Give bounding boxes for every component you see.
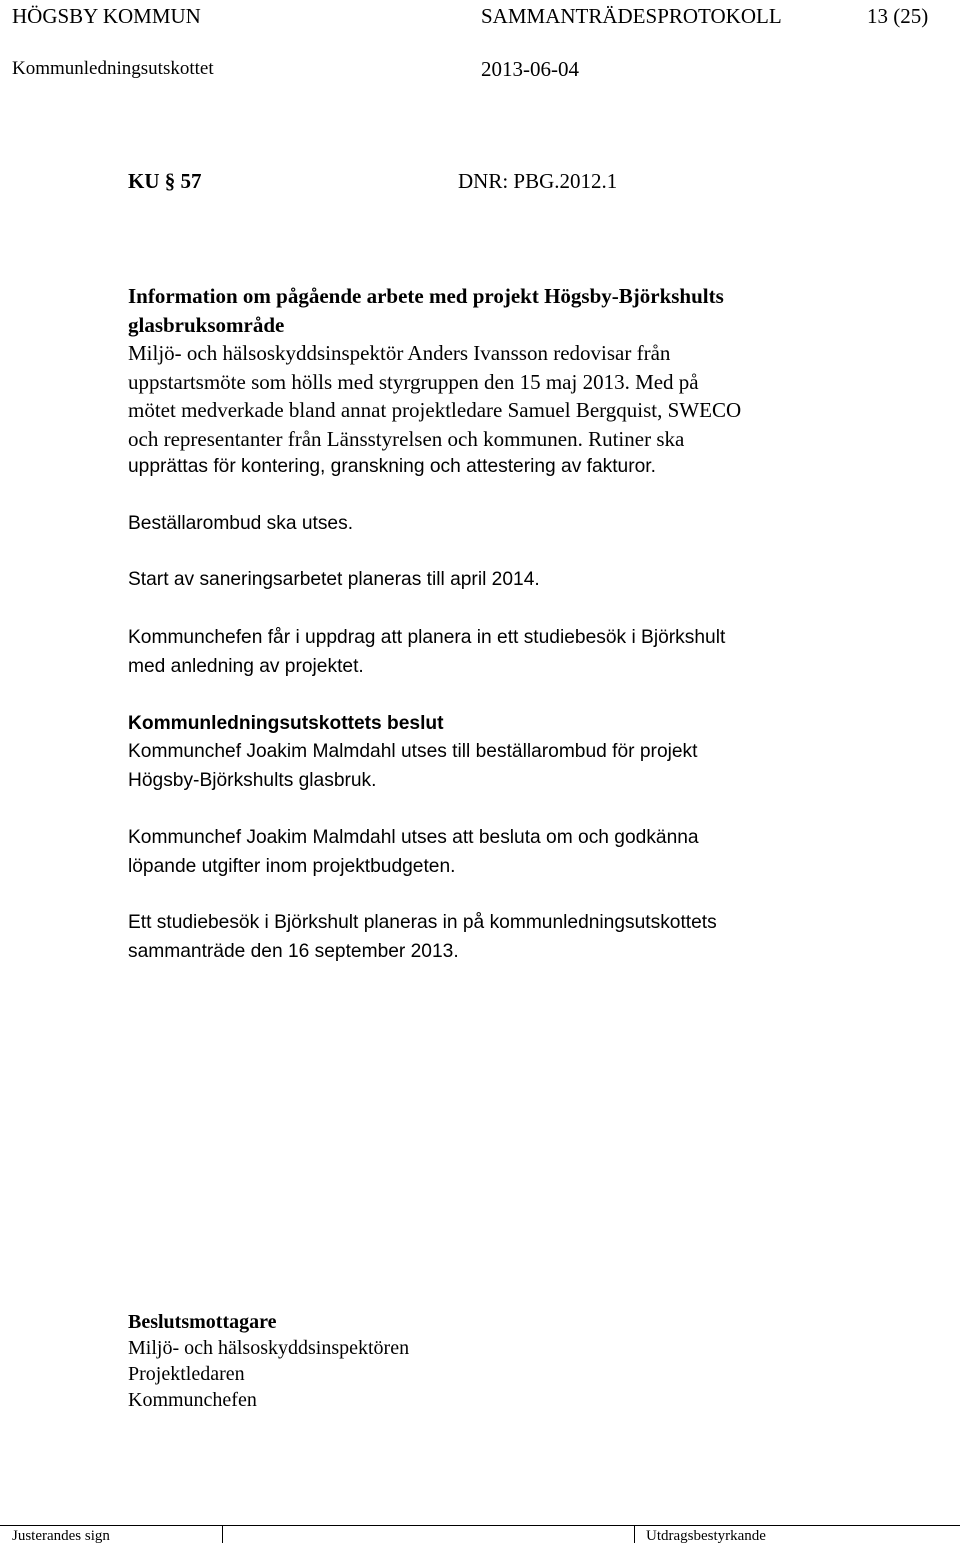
recipients-heading: Beslutsmottagare xyxy=(128,1311,277,1333)
case-paragraph: KU § 57 xyxy=(128,169,202,193)
recipient-item: Miljö- och hälsoskyddsinspektören xyxy=(128,1337,410,1359)
footer-extract-label: Utdragsbestyrkande xyxy=(646,1528,766,1544)
info-paragraph: Miljö- och hälsoskyddsinspektör Anders Ivansson redovisar från uppstartsmöte som hölls med styrgruppen den 15 maj 2013. Med på mötet medverkade bland annat projektledare Samuel Bergquist, SWECO och representanter från Länsstyrelsen och kommunen. Rutiner ska xyxy=(128,341,742,451)
information-section xyxy=(128,282,928,482)
recipients-section xyxy=(128,1309,928,1413)
committee-name: Kommunledningsutskottet xyxy=(12,58,214,79)
info-para2: Beställarombud ska utses. xyxy=(128,513,354,534)
decision-item-2: Kommunchef Joakim Malmdahl utses att besluta om och godkänna löpande utgifter inom projektbudgeten. xyxy=(128,827,699,877)
info-para3: Start av saneringsarbetet planeras till april 2014. xyxy=(128,569,540,590)
case-dnr: DNR: PBG.2012.1 xyxy=(458,169,618,193)
recipient-item: Projektledaren xyxy=(128,1363,245,1385)
municipality-name: HÖGSBY KOMMUN xyxy=(12,4,201,28)
decision-item-1: Kommunchef Joakim Malmdahl utses till beställarombud för projekt Högsby-Björkshults glasbruk. xyxy=(128,741,698,791)
info-title: Information om pågående arbete med projekt Högsby-Björkshults glasbruksområde xyxy=(128,284,724,337)
info-para4: Kommunchefen får i uppdrag att planera in ett studiebesök i Björkshult med anledning av projektet. xyxy=(128,627,726,677)
footer-extract-divider xyxy=(634,1525,635,1543)
meeting-date: 2013-06-04 xyxy=(481,57,579,81)
footer-rule xyxy=(0,1525,960,1526)
document-type: SAMMANTRÄDESPROTOKOLL xyxy=(481,4,782,28)
recipient-item: Kommunchefen xyxy=(128,1389,257,1411)
info-paragraph-cont: upprättas för kontering, granskning och attestering av fakturor. xyxy=(128,456,656,477)
footer-sign-box-divider xyxy=(222,1525,223,1543)
decision-item-3: Ett studiebesök i Björkshult planeras in på kommunledningsutskottets sammanträde den 16 september 2013. xyxy=(128,912,717,962)
page-number: 13 (25) xyxy=(867,4,929,28)
decision-heading: Kommunledningsutskottets beslut xyxy=(128,713,444,734)
footer-sign-label: Justerandes sign xyxy=(12,1528,110,1544)
